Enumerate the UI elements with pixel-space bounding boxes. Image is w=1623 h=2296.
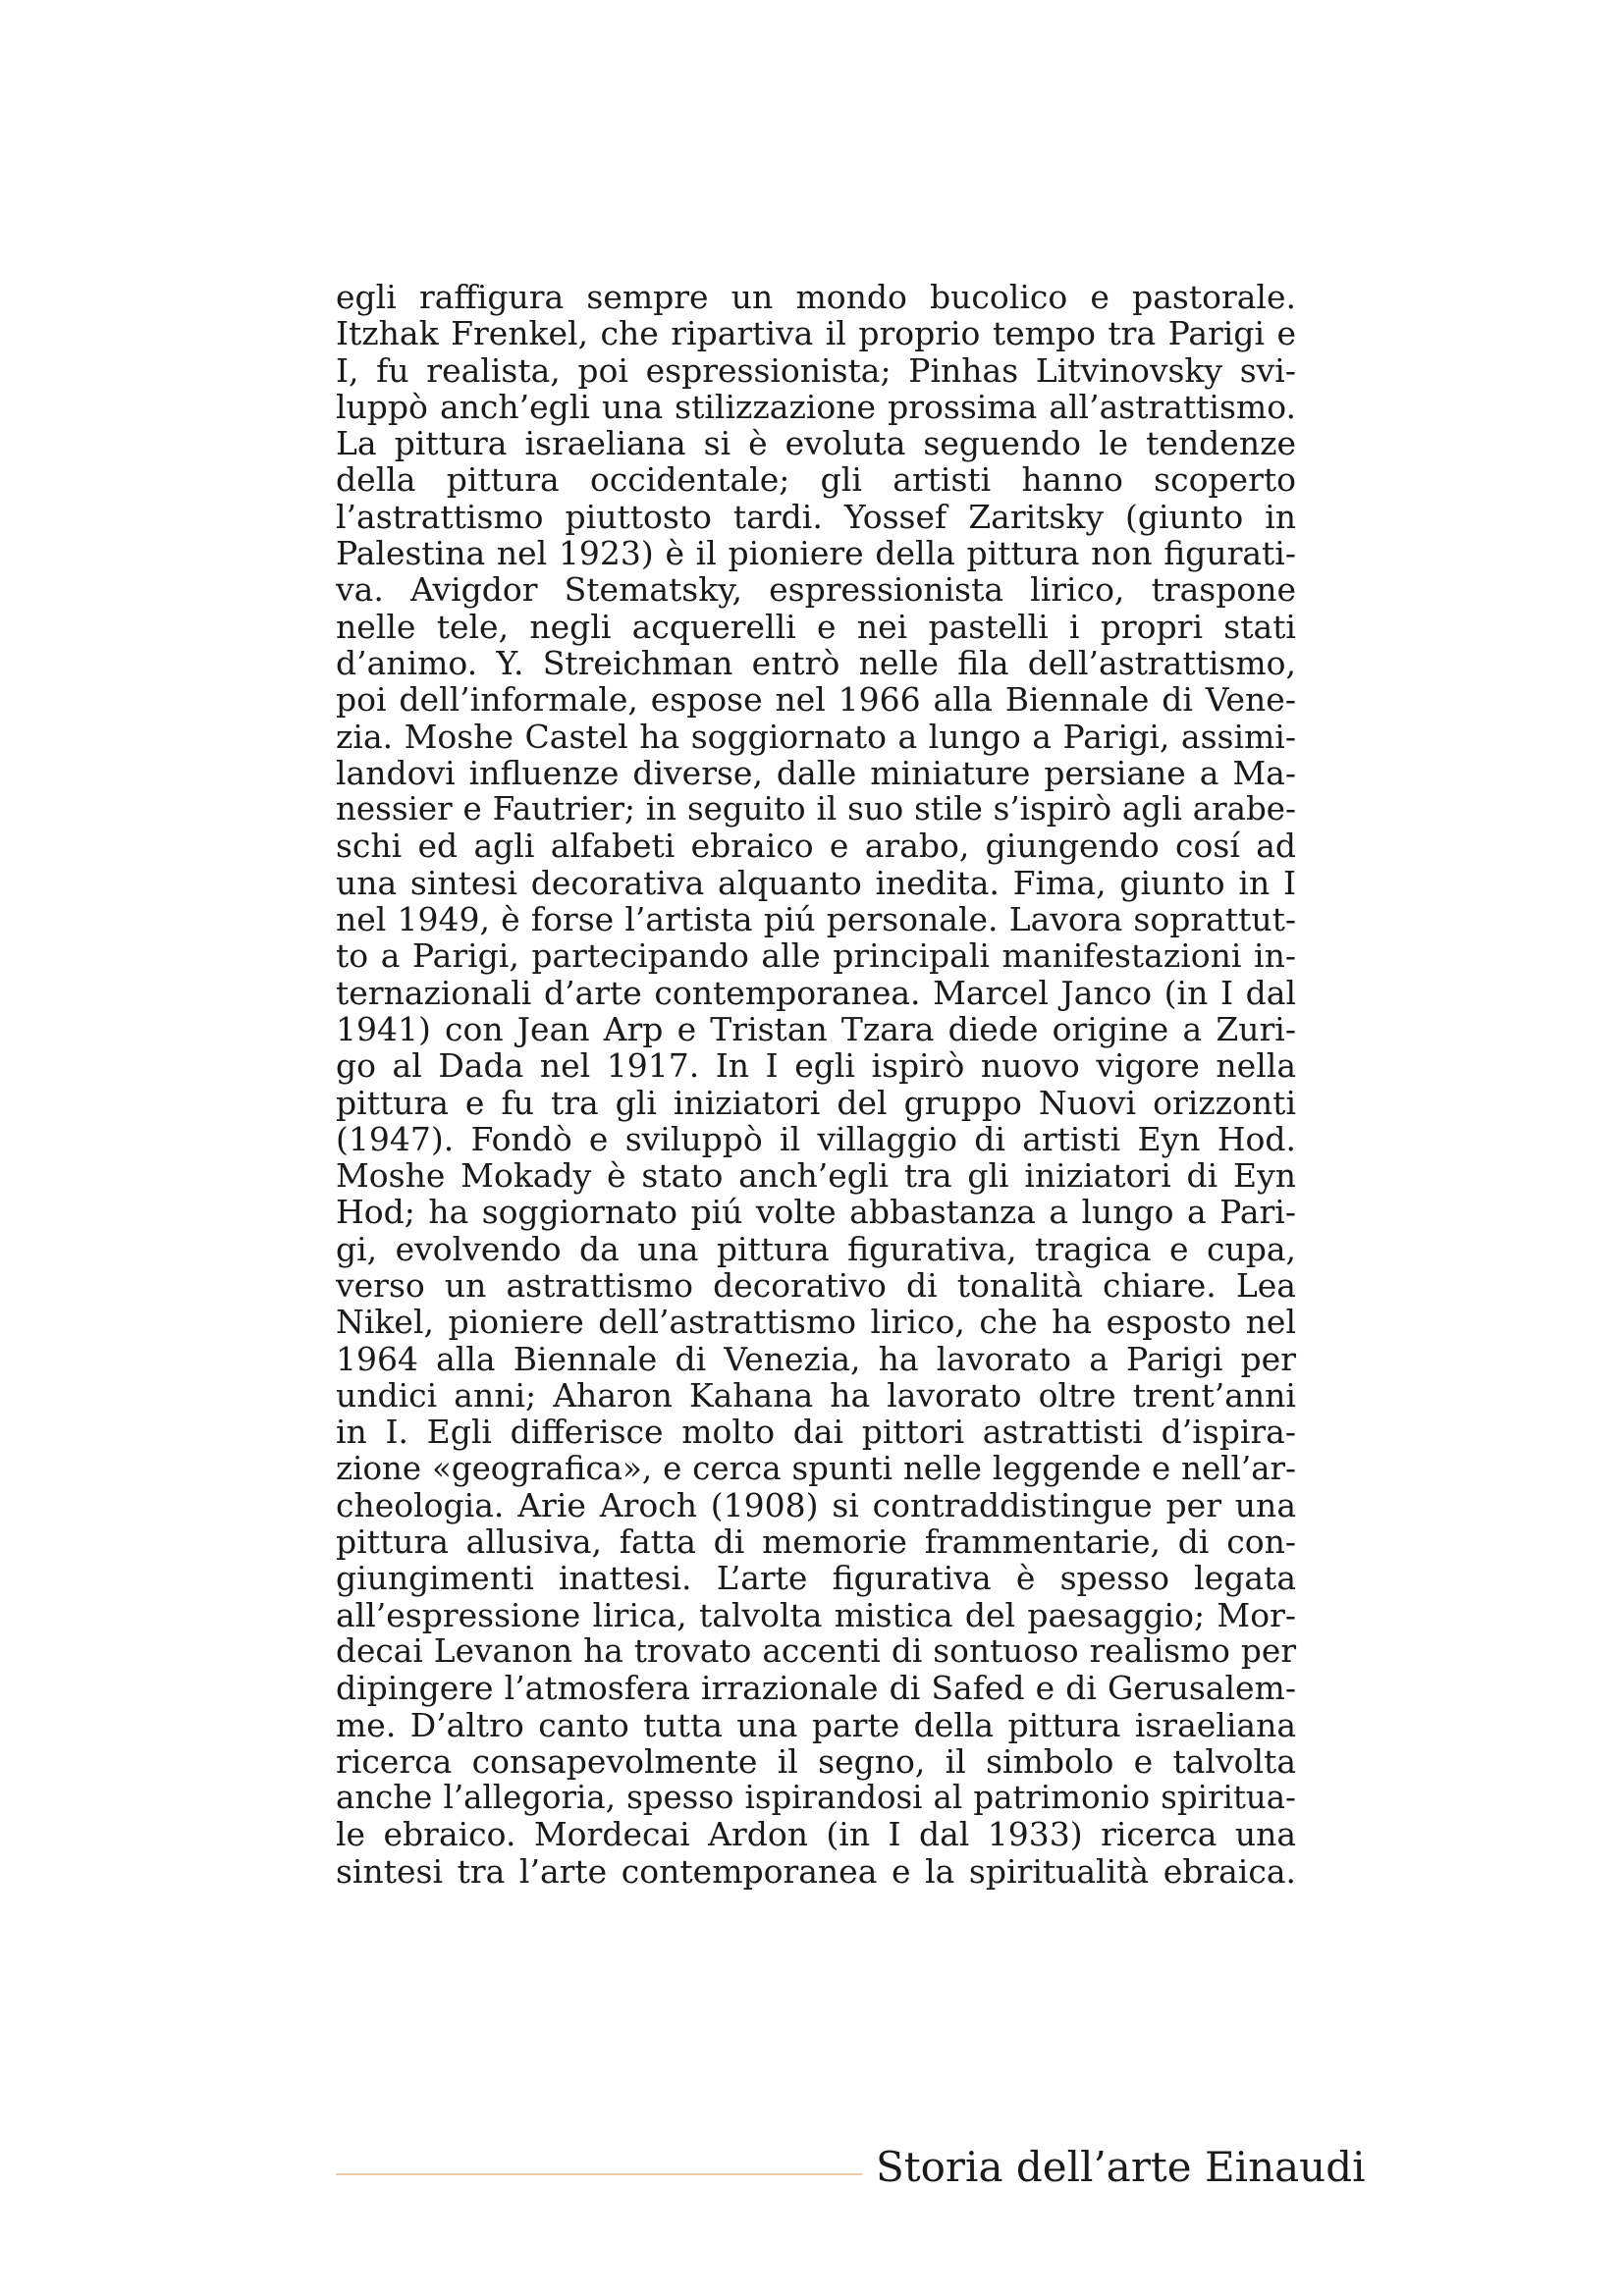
text-line: sintesi tra l’arte contemporanea e la spiritualità ebraica. bbox=[336, 1851, 1296, 1891]
text-line: anche l’allegoria, spesso ispirandosi al patrimonio spiritua- bbox=[336, 1779, 1296, 1817]
text-line: cheologia. Arie Aroch (1908) si contraddistingue per una bbox=[336, 1485, 1296, 1524]
text-line: (1947). Fondò e sviluppò il villaggio di artisti Eyn Hod. bbox=[336, 1119, 1296, 1158]
text-line: verso un astrattismo decorativo di tonalità chiare. Lea bbox=[336, 1266, 1296, 1306]
text-line: me. D’altro canto tutta una parte della pittura israeliana bbox=[336, 1705, 1296, 1744]
text-line: zione «geografica», e cerca spunti nelle leggende e nell’ar- bbox=[336, 1449, 1296, 1487]
text-line: Itzhak Frenkel, che ripartiva il proprio tempo tra Parigi e bbox=[336, 314, 1296, 353]
text-line: go al Dada nel 1917. In I egli ispirò nuovo vigore nella bbox=[336, 1046, 1296, 1086]
text-line: Palestina nel 1923) è il pioniere della pittura non figurati- bbox=[336, 534, 1296, 573]
text-line: della pittura occidentale; gli artisti hanno scoperto bbox=[336, 460, 1296, 500]
text-line: undici anni; Aharon Kahana ha lavorato oltre trent’anni bbox=[336, 1375, 1296, 1415]
text-line: Nikel, pioniere dell’astrattismo lirico, che ha esposto nel bbox=[336, 1303, 1296, 1342]
text-line: poi dell’informale, espose nel 1966 alla Biennale di Vene- bbox=[336, 680, 1296, 720]
text-line: una sintesi decorativa alquanto inedita. Fima, giunto in I bbox=[336, 863, 1296, 902]
text-line: d’animo. Y. Streichman entrò nelle fila dell’astrattismo, bbox=[336, 643, 1296, 682]
text-line: Hod; ha soggiornato piú volte abbastanza a lungo a Pari- bbox=[336, 1193, 1296, 1232]
text-line: giungimenti inattesi. L’arte figurativa è spesso legata bbox=[336, 1559, 1296, 1598]
text-line: to a Parigi, partecipando alle principali manifestazioni in- bbox=[336, 936, 1296, 976]
text-line: ternazionali d’arte contemporanea. Marcel Janco (in I dal bbox=[336, 973, 1296, 1012]
text-line: nel 1949, è forse l’artista piú personale. Lavora soprattut- bbox=[336, 900, 1296, 939]
text-line: in I. Egli differisce molto dai pittori astrattisti d’ispira- bbox=[336, 1413, 1296, 1452]
text-line: 1941) con Jean Arp e Tristan Tzara diede origine a Zuri- bbox=[336, 1009, 1296, 1048]
text-line: 1964 alla Biennale di Venezia, ha lavorato a Parigi per bbox=[336, 1339, 1296, 1378]
footer-title: Storia dell’arte Einaudi bbox=[876, 2143, 1366, 2191]
text-line: ricerca consapevolmente il segno, il simbolo e talvolta bbox=[336, 1741, 1296, 1781]
text-line: egli raffigura sempre un mondo bucolico e pastorale. bbox=[336, 278, 1296, 316]
text-line: nelle tele, negli acquerelli e nei pastelli i propri stati bbox=[336, 607, 1296, 646]
text-line: I, fu realista, poi espressionista; Pinhas Litvinovsky svi- bbox=[336, 350, 1296, 390]
body-text bbox=[336, 279, 1296, 1890]
text-line: decai Levanon ha trovato accenti di sontuoso realismo per bbox=[336, 1631, 1296, 1670]
text-line: dipingere l’atmosfera irrazionale di Safed e di Gerusalem- bbox=[336, 1669, 1296, 1708]
text-line: pittura allusiva, fatta di memorie frammentarie, di con- bbox=[336, 1522, 1296, 1562]
text-line: nessier e Fautrier; in seguito il suo stile s’ispirò agli arabe- bbox=[336, 790, 1296, 828]
text-line: Moshe Mokady è stato anch’egli tra gli iniziatori di Eyn bbox=[336, 1156, 1296, 1196]
footer-rule bbox=[336, 2173, 862, 2175]
text-line: landovi influenze diverse, dalle miniature persiane a Ma- bbox=[336, 753, 1296, 792]
text-line: le ebraico. Mordecai Ardon (in I dal 1933) ricerca una bbox=[336, 1815, 1296, 1854]
text-line: gi, evolvendo da una pittura figurativa, tragica e cupa, bbox=[336, 1229, 1296, 1268]
text-line: La pittura israeliana si è evoluta seguendo le tendenze bbox=[336, 424, 1296, 463]
text-line: zia. Moshe Castel ha soggiornato a lungo a Parigi, assimi- bbox=[336, 717, 1296, 756]
text-line: va. Avigdor Stematsky, espressionista lirico, traspone bbox=[336, 570, 1296, 610]
text-line: all’espressione lirica, talvolta mistica del paesaggio; Mor- bbox=[336, 1595, 1296, 1634]
text-line: schi ed agli alfabeti ebraico e arabo, giungendo cosí ad bbox=[336, 827, 1296, 866]
text-line: pittura e fu tra gli iniziatori del gruppo Nuovi orizzonti bbox=[336, 1083, 1296, 1122]
text-line: l’astrattismo piuttosto tardi. Yossef Zaritsky (giunto in bbox=[336, 497, 1296, 536]
text-line: luppò anch’egli una stilizzazione prossima all’astrattismo. bbox=[336, 387, 1296, 426]
